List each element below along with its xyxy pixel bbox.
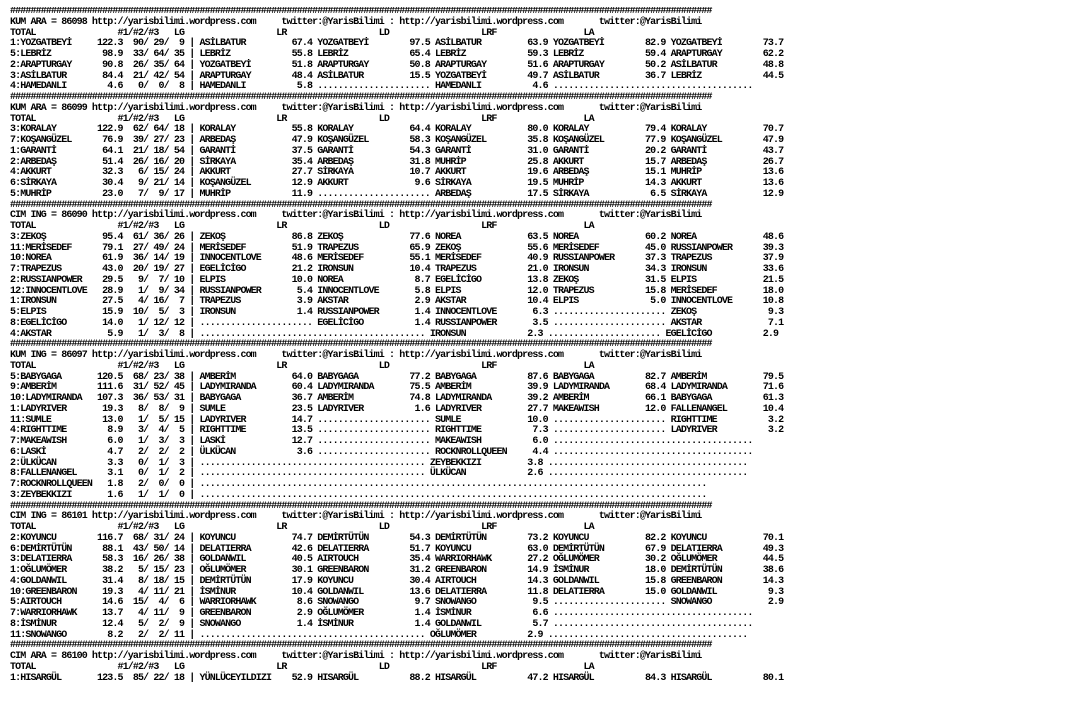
column-header-line: TOTAL #1/#2/#3 LG LR LD LRF LA xyxy=(10,522,594,533)
result-row-line: 10:GREENBARON 19.3 4/ 11/ 21 | İSMİNUR 10.4 GOLDANWIL 13.6 DELATIERRA 11.8 DELATIERRA 15.0 GOLDANWIL 9.3 xyxy=(10,586,784,598)
result-row-line: 10:NOREA 61.9 36/ 14/ 19 | INNOCENTLOVE 48.6 MERİSEDEF 55.1 MERİSEDEF 40.9 RUSSIANPOWER 37.3 TRAPEZUS 37.9 xyxy=(10,253,784,265)
result-row-line: 8:İSMİNUR 12.4 5/ 2/ 9 | SNOWANGO 1.4 İSMİNUR 1.4 GOLDANWIL 5.7 ....................................... xyxy=(10,618,753,630)
separator-line: ######################################################################################################################################### xyxy=(10,7,712,17)
result-row-line: 12:INNOCENTLOVE 28.9 1/ 9/ 34 | RUSSIANPOWER 5.4 INNOCENTLOVE 5.8 ELPIS 12.0 TRAPEZUS 15.8 MERİSEDEF 18.0 xyxy=(10,285,784,297)
column-header-line: TOTAL #1/#2/#3 LG LR LD LRF LA xyxy=(10,27,594,39)
column-header-line: TOTAL #1/#2/#3 LG LR LD LRF LA xyxy=(10,360,594,372)
result-row-line: 1:YOZGATBEYİ 122.3 90/ 29/ 9 | ASİLBATUR 67.4 YOZGATBEYİ 97.5 ASİLBATUR 63.9 YOZGATBEYİ 82.9 YOZGATBEYİ 73.7 xyxy=(10,38,784,50)
result-row-line: 7:WARRIORHAWK 13.7 4/ 11/ 9 | GREENBARON 2.9 OĞLUMÖMER 1.4 İSMİNUR 6.6 ....................................... xyxy=(10,608,753,619)
result-row-line: 4:AKKURT 32.3 6/ 15/ 24 | AKKURT 27.7 SİRKAYA 10.7 AKKURT 19.6 ARBEDAŞ 15.1 MUHRİP 13.6 xyxy=(10,167,784,179)
result-row-line: 2:ARBEDAŞ 51.4 26/ 16/ 20 | SİRKAYA 35.4 ARBEDAŞ 31.8 MUHRİP 25.8 AKKURT 15.7 ARBEDAŞ 26.7 xyxy=(10,156,784,168)
result-row-line: 7:MAKEAWISH 6.0 1/ 3/ 3 | LASKİ 12.7 ...................... MAKEAWISH 6.0 ....................................... xyxy=(10,436,753,447)
result-row-line: 3:DELATIERRA 58.3 16/ 26/ 38 | GOLDANWIL 40.5 AIRTOUCH 35.4 WARRIORHAWK 27.2 OĞLUMÖMER 30.2 OĞLUMÖMER 44.5 xyxy=(10,554,784,566)
column-header-line: TOTAL #1/#2/#3 LG LR LD LRF LA xyxy=(10,221,594,232)
race-header-line: CIM ING = 86090 http://yarisbilimi.wordpress.com twitter:@YarisBilimi : http://yarisbilimi.wordpress.com twitter:@YarisBilimi xyxy=(10,210,702,222)
separator-line: ######################################################################################################################################### xyxy=(10,500,712,512)
result-row-line: 1:HISARGÜL 123.5 85/ 22/ 18 | YÜNLÜCEYILDIZI 52.9 HISARGÜL 88.2 HISARGÜL 47.2 HISARGÜL 84.3 HISARGÜL 80.1 xyxy=(10,672,784,684)
result-row-line: 8:EGELİCİGO 14.0 1/ 12/ 12 | ...................... EGELİCİGO 1.4 RUSSIANPOWER 3.5 ...................... AKSTAR 7.1 xyxy=(10,317,784,329)
result-row-line: 6:SİRKAYA 30.4 9/ 21/ 14 | KOŞANGÜZEL 12.9 AKKURT 9.6 SİRKAYA 19.5 MUHRİP 14.3 AKKURT 13.6 xyxy=(10,178,784,189)
result-row-line: 5:MUHRİP 23.0 7/ 9/ 17 | MUHRİP 11.9 ...................... ARBEDAŞ 17.5 SİRKAYA 6.5 SİRKAYA 12.9 xyxy=(10,188,784,200)
separator-line: ######################################################################################################################################### xyxy=(10,640,712,652)
result-row-line: 6:DEMİRTÜTÜN 88.1 43/ 50/ 14 | DELATIERRA 42.6 DELATIERRA 51.7 KOYUNCU 63.0 DEMİRTÜTÜN 67.9 DELATIERRA 49.3 xyxy=(10,543,784,555)
result-row-line: 2:ARAPTURGAY 90.8 26/ 35/ 64 | YOZGATBEYİ 51.8 ARAPTURGAY 50.8 ARAPTURGAY 51.6 ARAPTURGAY 50.2 ASİLBATUR 48.8 xyxy=(10,59,784,71)
result-row-line: 3:ZEYBEKKIZI 1.6 1/ 1/ 0 | ................................................................................................... xyxy=(10,489,707,501)
result-row-line: 6:LASKİ 4.7 2/ 2/ 2 | ÜLKÜCAN 3.6 ...................... ROCKNROLLQUEEN 4.4 ....................................... xyxy=(10,446,753,458)
result-row-line: 5:BABYGAGA 120.5 68/ 23/ 38 | AMBERİM 64.0 BABYGAGA 77.2 BABYGAGA 87.6 BABYGAGA 82.7 AMBERİM 79.5 xyxy=(10,371,784,383)
result-row-line: 3:ASİLBATUR 84.4 21/ 42/ 54 | ARAPTURGAY 48.4 ASİLBATUR 15.5 YOZGATBEYİ 49.7 ASİLBATUR 36.7 LEBRİZ 44.5 xyxy=(10,70,784,82)
result-row-line: 4:GOLDANWIL 31.4 8/ 18/ 15 | DEMİRTÜTÜN 17.9 KOYUNCU 30.4 AIRTOUCH 14.3 GOLDANWIL 15.8 GREENBARON 14.3 xyxy=(10,575,784,587)
result-row-line: 1:IRONSUN 27.5 4/ 16/ 7 | TRAPEZUS 3.9 AKSTAR 2.9 AKSTAR 10.4 ELPIS 5.0 INNOCENTLOVE 10.8 xyxy=(10,296,784,308)
race-report-sheet xyxy=(10,7,1072,707)
result-row-line: 4:AKSTAR 5.9 1/ 3/ 8 | ............................................ IRONSUN 2.3 ...................... EGELİCİGO 2.9 xyxy=(10,328,779,340)
race-header-line: CIM ARA = 86100 http://yarisbilimi.wordpress.com twitter:@YarisBilimi : http://yarisbilimi.wordpress.com twitter:@YarisBilimi xyxy=(10,651,702,662)
result-row-line: 5:LEBRİZ 98.9 33/ 64/ 35 | LEBRİZ 55.8 LEBRİZ 65.4 LEBRİZ 59.3 LEBRİZ 59.4 ARAPTURGAY 62.2 xyxy=(10,49,784,60)
column-header-line: TOTAL #1/#2/#3 LG LR LD LRF LA xyxy=(10,661,594,673)
result-row-line: 2:RUSSIANPOWER 29.5 9/ 7/ 10 | ELPIS 10.0 NOREA 8.7 EGELİCİGO 13.8 ZEKOŞ 31.5 ELPIS 21.5 xyxy=(10,274,784,286)
race-header-line: KUM ING = 86097 http://yarisbilimi.wordpress.com twitter:@YarisBilimi : http://yarisbilimi.wordpress.com twitter:@YarisBilimi xyxy=(10,350,702,361)
result-row-line: 3:KORALAY 122.9 62/ 64/ 18 | KORALAY 55.8 KORALAY 64.4 KORALAY 80.0 KORALAY 79.4 KORALAY 70.7 xyxy=(10,124,784,136)
result-row-line: 1:GARANTİ 64.1 21/ 18/ 54 | GARANTİ 37.5 GARANTİ 54.3 GARANTİ 31.0 GARANTİ 20.2 GARANTİ 43.7 xyxy=(10,145,784,157)
separator-line: ######################################################################################################################################### xyxy=(10,92,712,103)
separator-line: ######################################################################################################################################### xyxy=(10,199,712,211)
race-header-line: KUM ARA = 86099 http://yarisbilimi.wordpress.com twitter:@YarisBilimi : http://yarisbilimi.wordpress.com twitter:@YarisBilimi xyxy=(10,102,702,114)
result-row-line: 2:ÜLKÜCAN 3.3 0/ 1/ 3 | ............................................ ZEYBEKKIZI 3.8 ....................................... xyxy=(10,457,748,469)
result-row-line: 1:OĞLUMÖMER 38.2 5/ 15/ 23 | OĞLUMÖMER 30.1 GREENBARON 31.2 GREENBARON 14.9 İSMİNUR 18.0 DEMİRTÜTÜN 38.6 xyxy=(10,565,784,576)
separator-line: ######################################################################################################################################### xyxy=(10,339,712,351)
result-row-line: 7:KOŞANGÜZEL 76.9 39/ 27/ 23 | ARBEDAŞ 47.9 KOŞANGÜZEL 58.3 KOŞANGÜZEL 35.8 KOŞANGÜZEL 77.9 KOŞANGÜZEL 47.9 xyxy=(10,135,784,146)
result-row-line: 8:FALLENANGEL 3.1 0/ 1/ 2 | ............................................ ÜLKÜCAN 2.6 ....................................... xyxy=(10,468,748,480)
result-row-line: 11:SNOWANGO 8.2 2/ 2/ 11 | ............................................ OĞLUMÖMER 2.9 ....................................... xyxy=(10,629,748,641)
result-row-line: 11:MERİSEDEF 79.1 27/ 49/ 24 | MERİSEDEF 51.9 TRAPEZUS 65.9 ZEKOŞ 55.6 MERİSEDEF 45.0 RUSSIANPOWER 39.3 xyxy=(10,242,784,254)
result-row-line: 2:KOYUNCU 116.7 68/ 31/ 24 | KOYUNCU 74.7 DEMİRTÜTÜN 54.3 DEMİRTÜTÜN 73.2 KOYUNCU 82.2 KOYUNCU 70.1 xyxy=(10,532,784,544)
result-row-line: 7:TRAPEZUS 43.0 20/ 19/ 27 | EGELİCİGO 21.2 IRONSUN 10.4 TRAPEZUS 21.0 IRONSUN 34.3 IRONSUN 33.6 xyxy=(10,264,784,275)
result-row-line: 11:SUMLE 13.0 1/ 5/ 15 | LADYRIVER 14.7 ...................... SUMLE 10.0 ...................... RIGHTTIME 3.2 xyxy=(10,414,784,426)
race-header-line: KUM ARA = 86098 http://yarisbilimi.wordpress.com twitter:@YarisBilimi : http://yarisbilimi.wordpress.com twitter:@YarisBilimi xyxy=(10,16,702,28)
column-header-line: TOTAL #1/#2/#3 LG LR LD LRF LA xyxy=(10,113,594,125)
result-row-line: 4:HAMEDANLI 4.6 0/ 0/ 8 | HAMEDANLI 5.8 ...................... HAMEDANLI 4.6 ....................................... xyxy=(10,81,753,93)
result-row-line: 3:ZEKOŞ 95.4 61/ 36/ 26 | ZEKOŞ 86.8 ZEKOŞ 77.6 NOREA 63.5 NOREA 60.2 NOREA 48.6 xyxy=(10,231,784,243)
result-row-line: 5:ELPIS 15.9 10/ 5/ 3 | IRONSUN 1.4 RUSSIANPOWER 1.4 INNOCENTLOVE 6.3 ...................... ZEKOŞ 9.3 xyxy=(10,307,784,318)
race-header-line: CIM ING = 86101 http://yarisbilimi.wordpress.com twitter:@YarisBilimi : http://yarisbilimi.wordpress.com twitter:@YarisBilimi xyxy=(10,511,702,523)
result-row-line: 5:AIRTOUCH 14.6 15/ 4/ 6 | WARRIORHAWK 8.6 SNOWANGO 9.7 SNOWANGO 9.5 ...................... SNOWANGO 2.9 xyxy=(10,597,784,609)
result-row-line: 9:AMBERİM 111.6 31/ 52/ 45 | LADYMIRANDA 60.4 LADYMIRANDA 75.5 AMBERİM 39.9 LADYMIRANDA 68.4 LADYMIRANDA 71.6 xyxy=(10,382,784,394)
result-row-line: 7:ROCKNROLLQUEEN 1.8 2/ 0/ 0 | ................................................................................................... xyxy=(10,479,707,490)
result-row-line: 4:RIGHTTIME 8.9 3/ 4/ 5 | RIGHTTIME 13.5 ...................... RIGHTTIME 7.3 ...................... LADYRIVER 3.2 xyxy=(10,425,784,437)
result-row-line: 1:LADYRIVER 19.3 8/ 8/ 9 | SUMLE 23.5 LADYRIVER 1.6 LADYRIVER 27.7 MAKEAWISH 12.0 FALLENANGEL 10.4 xyxy=(10,403,784,415)
result-row-line: 10:LADYMIRANDA 107.3 36/ 53/ 31 | BABYGAGA 36.7 AMBERİM 74.8 LADYMIRANDA 39.2 AMBERİM 66.1 BABYGAGA 61.3 xyxy=(10,393,784,404)
